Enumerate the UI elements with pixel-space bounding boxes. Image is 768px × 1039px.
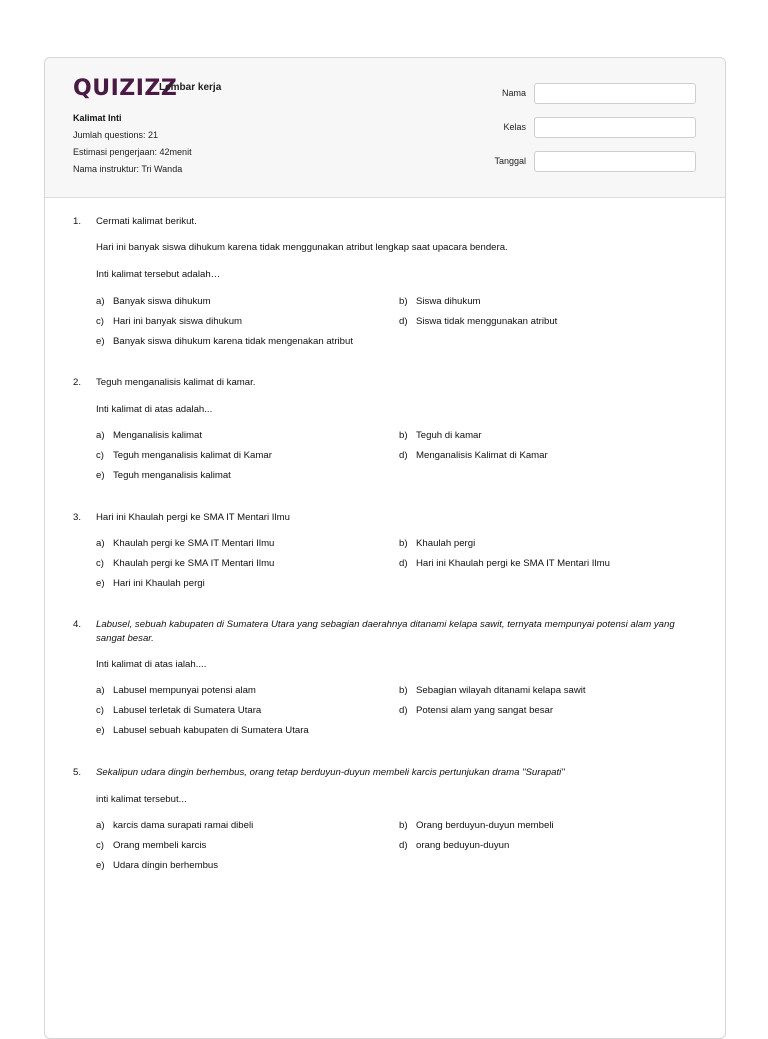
option: e) Banyak siswa dihukum karena tidak mengenakan atribut <box>96 336 353 347</box>
date-field[interactable] <box>534 151 696 172</box>
question-prompt: Inti kalimat di atas adalah... <box>96 404 213 415</box>
option: b) Orang berduyun-duyun membeli <box>399 820 554 831</box>
option: e) Hari ini Khaulah pergi <box>96 578 205 589</box>
option: b) Teguh di kamar <box>399 430 482 441</box>
instructor-name: Nama instruktur: Tri Wanda <box>73 164 183 174</box>
worksheet-header <box>45 58 725 198</box>
option: a) Khaulah pergi ke SMA IT Mentari Ilmu <box>96 538 275 549</box>
quiz-title: Kalimat Inti <box>73 113 122 123</box>
option: c) Khaulah pergi ke SMA IT Mentari Ilmu <box>96 558 275 569</box>
name-label: Nama <box>501 88 526 98</box>
question-number: 2. <box>73 377 82 388</box>
option: d) Menganalisis Kalimat di Kamar <box>399 450 548 461</box>
date-label: Tanggal <box>494 156 526 166</box>
option: e) Udara dingin berhembus <box>96 860 219 871</box>
option: e) Labusel sebuah kabupaten di Sumatera Utara <box>96 725 309 736</box>
question-text: Sekalipun udara dingin berhembus, orang tetap berduyun-duyun membeli karcis pertunjukan drama "Surapati" <box>96 767 565 778</box>
estimated-duration: Estimasi pengerjaan: 42menit <box>73 147 192 157</box>
option: a) Menganalisis kalimat <box>96 430 203 441</box>
option: d) Siswa tidak menggunakan atribut <box>399 316 558 327</box>
option: b) Sebagian wilayah ditanami kelapa sawit <box>399 685 586 696</box>
option: a) Labusel mempunyai potensi alam <box>96 685 256 696</box>
option: b) Khaulah pergi <box>399 538 476 549</box>
option: d) Hari ini Khaulah pergi ke SMA IT Mentari Ilmu <box>399 558 610 569</box>
question-text: Cermati kalimat berikut. <box>96 216 197 227</box>
worksheet-label: Lembar kerja <box>159 82 222 93</box>
option: d) orang beduyun-duyun <box>399 840 510 851</box>
class-field[interactable] <box>534 117 696 138</box>
worksheet <box>44 57 726 1039</box>
question-number: 1. <box>73 216 82 227</box>
question-text: Labusel, sebuah kabupaten di Sumatera Utara yang sebagian daerahnya ditanami kelapa sawit, ternyata mempunyai potensi alam yang sangat besar. <box>96 619 675 644</box>
class-label: Kelas <box>503 122 526 132</box>
option: e) Teguh menganalisis kalimat <box>96 470 231 481</box>
option: c) Labusel terletak di Sumatera Utara <box>96 705 262 716</box>
question-number: 5. <box>73 767 82 778</box>
question-number: 3. <box>73 512 82 523</box>
question-quote: Hari ini banyak siswa dihukum karena tidak menggunakan atribut lengkap saat upacara bendera. <box>96 242 508 253</box>
option: c) Teguh menganalisis kalimat di Kamar <box>96 450 272 461</box>
question-text: Hari ini Khaulah pergi ke SMA IT Mentari Ilmu <box>96 512 290 523</box>
question-prompt: inti kalimat tersebut... <box>96 794 187 805</box>
option: a) karcis dama surapati ramai dibeli <box>96 820 254 831</box>
option: d) Potensi alam yang sangat besar <box>399 705 554 716</box>
option: c) Hari ini banyak siswa dihukum <box>96 316 243 327</box>
quizizz-logo: QUIZIZZ <box>73 76 178 101</box>
option: a) Banyak siswa dihukum <box>96 296 211 307</box>
question-number: 4. <box>73 619 82 630</box>
question-prompt: Inti kalimat tersebut adalah… <box>96 269 221 280</box>
question-prompt: Inti kalimat di atas ialah.... <box>96 659 207 670</box>
question-text: Teguh menganalisis kalimat di kamar. <box>96 377 256 388</box>
option: b) Siswa dihukum <box>399 296 481 307</box>
question-count: Jumlah questions: 21 <box>73 130 159 140</box>
option: c) Orang membeli karcis <box>96 840 207 851</box>
name-field[interactable] <box>534 83 696 104</box>
